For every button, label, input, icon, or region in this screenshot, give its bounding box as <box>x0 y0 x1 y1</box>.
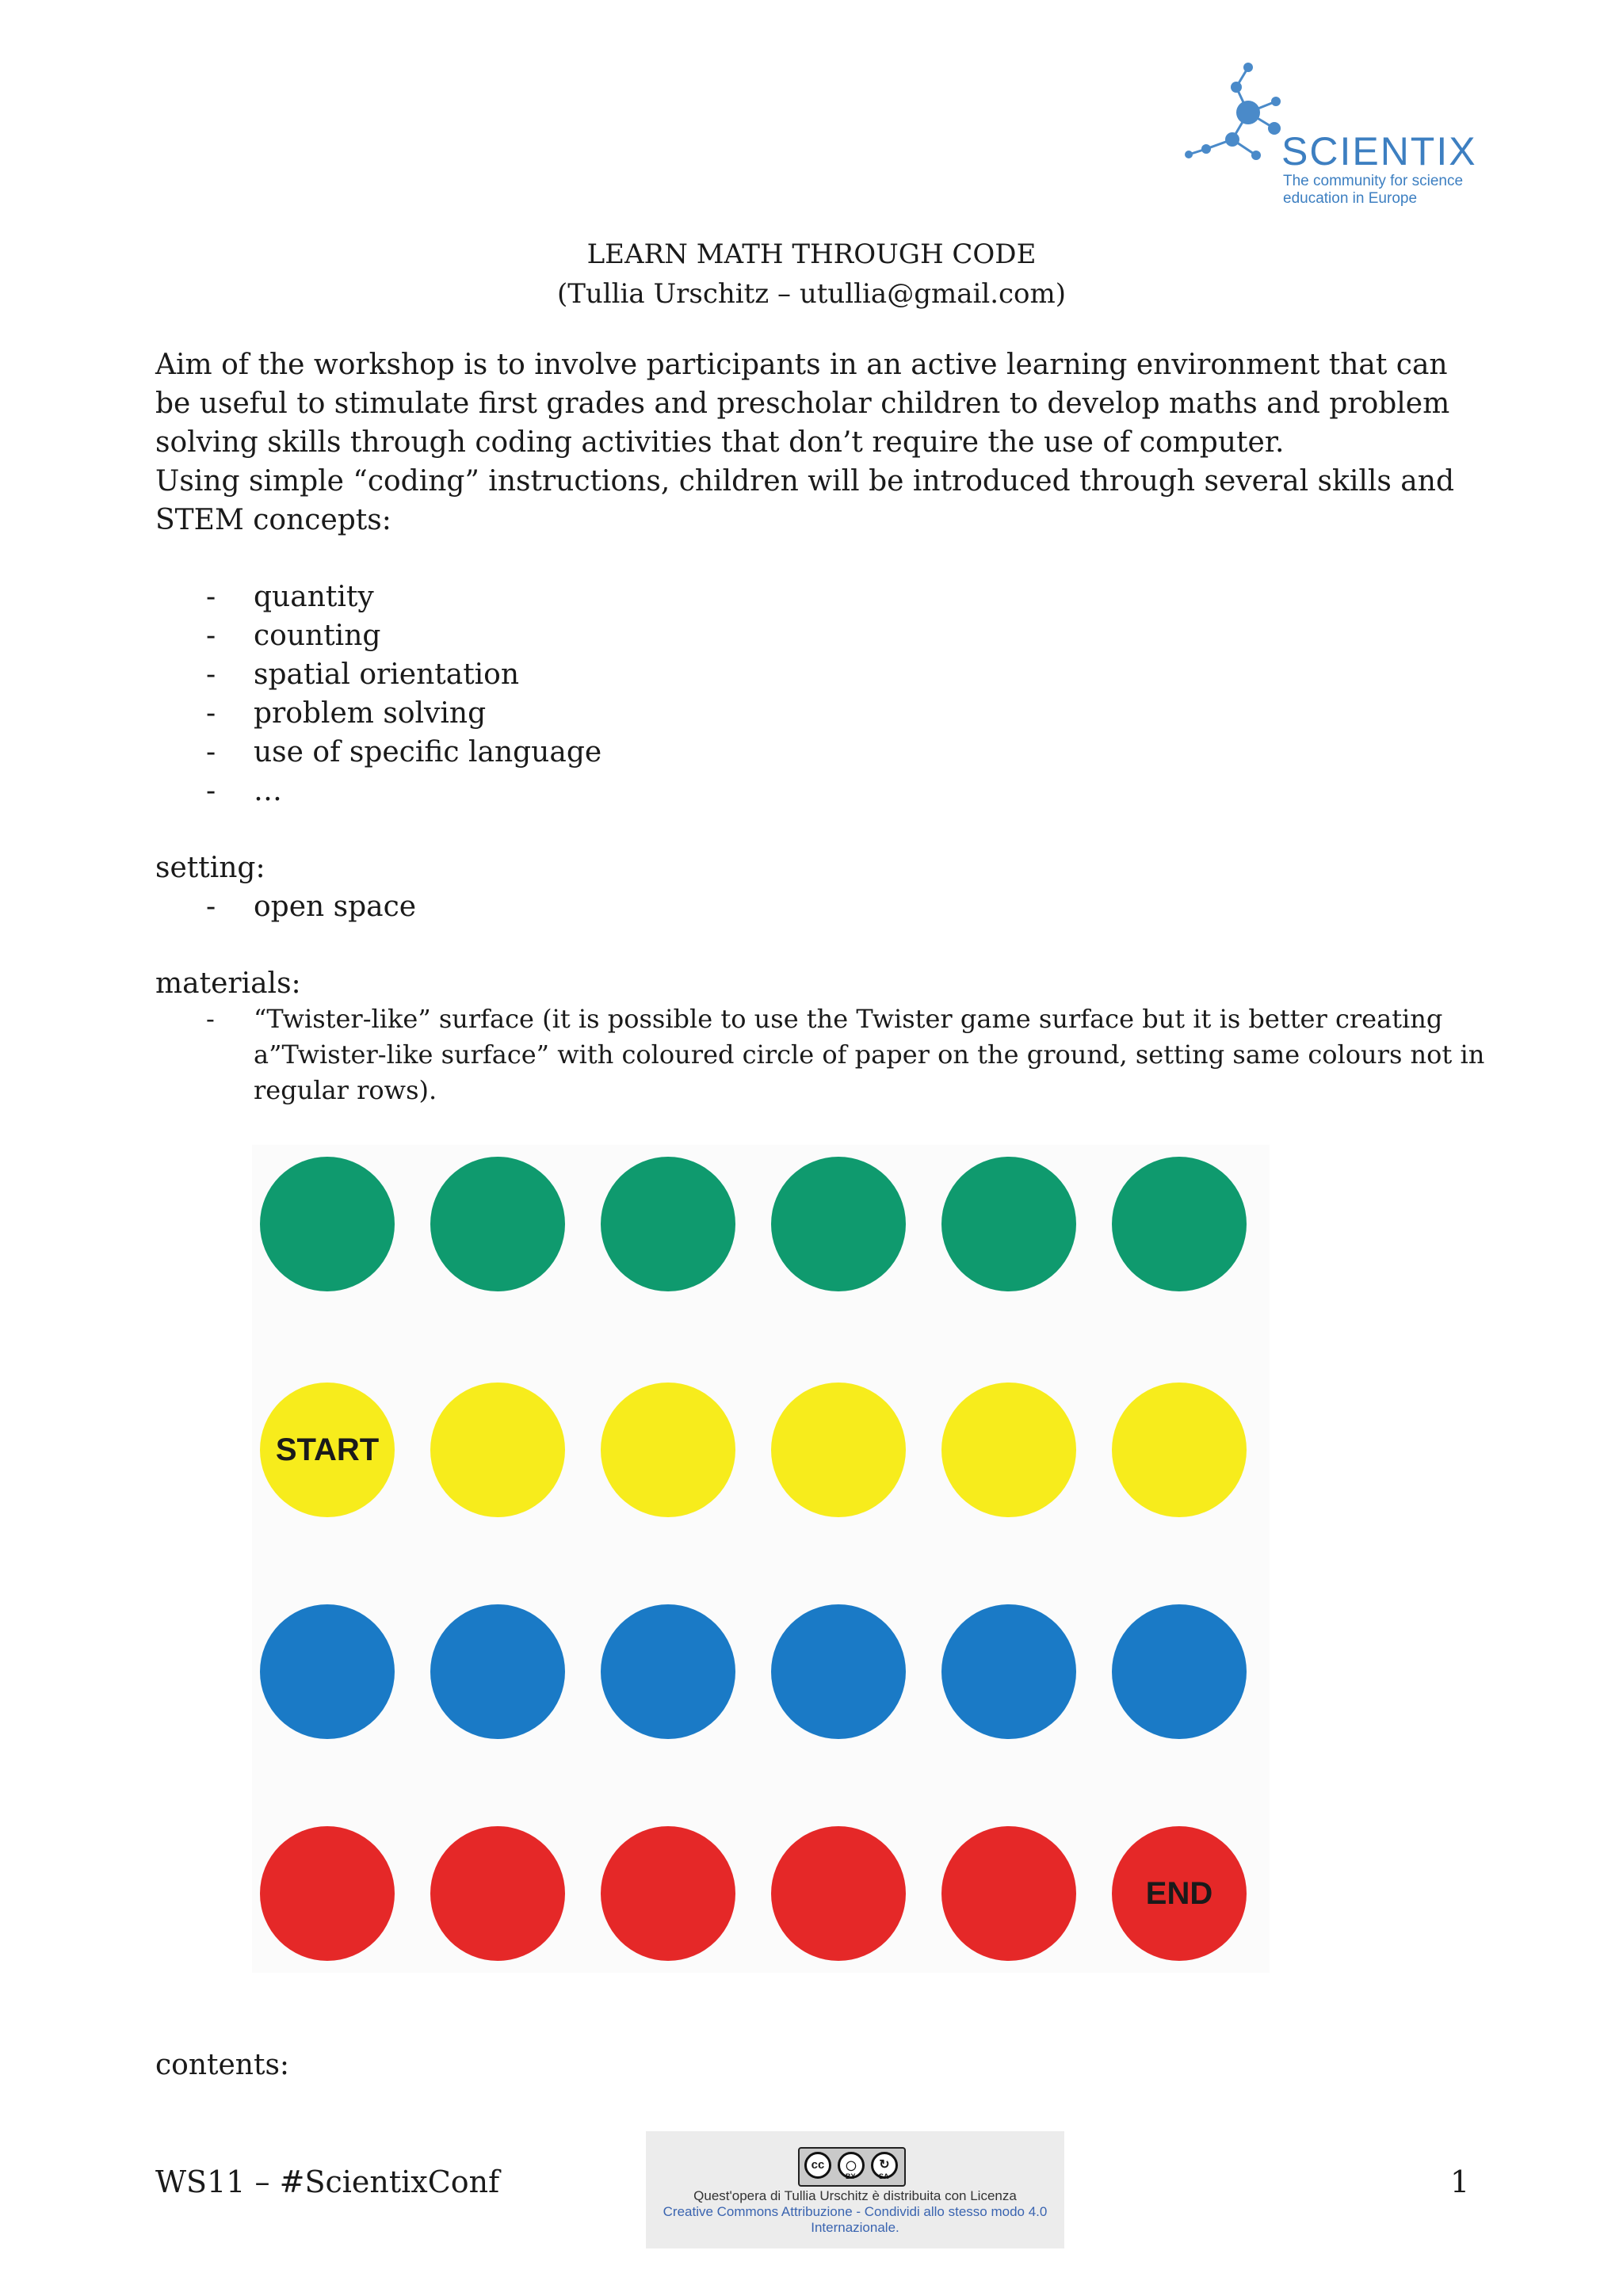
cc-icon: cc <box>804 2152 831 2179</box>
list-item: - use of specific language <box>155 733 601 772</box>
license-text: Quest'opera di Tullia Urschitz è distribuita con Licenza <box>693 2188 1017 2203</box>
board-dot <box>771 1383 906 1517</box>
license-link[interactable]: Creative Commons Attribuzione - Condividi allo stesso modo 4.0 Internazionale. <box>663 2204 1048 2235</box>
contents-heading: contents: <box>155 2049 290 2081</box>
list-item: - … <box>155 772 601 810</box>
share-alike-icon: ↻ <box>871 2152 898 2179</box>
intro-paragraph-aim: Aim of the workshop is to involve participants in an active learning environment that can be useful to stimulate first grades and prescholar children to develop maths and problem solving skills through coding activities that don’t require the use of computer. <box>155 349 1450 459</box>
author-line: (Tullia Urschitz – utullia@gmail.com) <box>556 278 1067 310</box>
board-dot <box>941 1157 1076 1291</box>
list-item: - quantity <box>155 578 601 616</box>
board-dot <box>601 1604 735 1739</box>
list-item: - counting <box>155 616 601 655</box>
by-label: BY <box>846 2172 856 2180</box>
setting-heading: setting: <box>155 852 265 884</box>
attribution-icon: ◯ <box>838 2152 865 2179</box>
intro-paragraph-concepts: Using simple “coding” instructions, children will be introduced through several skills and STEM concepts: <box>155 465 1454 536</box>
board-dot <box>601 1157 735 1291</box>
board-dot <box>260 1157 395 1291</box>
board-dot <box>771 1826 906 1961</box>
page-number: 1 <box>1450 2164 1470 2199</box>
board-dot <box>430 1157 565 1291</box>
board-dot <box>941 1383 1076 1517</box>
list-item: - “Twister-like” surface (it is possible to use the Twister game surface but it is better creating a”Twister-like surface” with coloured circle of paper on the ground, setting same colours not in regular rows). <box>155 1001 1487 1108</box>
setting-list <box>155 887 416 926</box>
creative-commons-badge <box>798 2147 906 2187</box>
document-title <box>0 235 1623 314</box>
board-dot <box>430 1604 565 1739</box>
list-item: - problem solving <box>155 694 601 733</box>
list-item: - open space <box>155 887 416 926</box>
board-dot <box>601 1826 735 1961</box>
board-dot <box>601 1383 735 1517</box>
molecule-icon <box>1173 55 1292 174</box>
logo-tagline: The community for science education in Europe <box>1283 173 1464 207</box>
board-dot <box>260 1826 395 1961</box>
title-line: LEARN MATH THROUGH CODE <box>586 238 1037 270</box>
board-dot <box>1112 1157 1247 1291</box>
board-dot <box>430 1383 565 1517</box>
concepts-list <box>155 578 601 810</box>
dot-end: END <box>1112 1826 1247 1961</box>
materials-list <box>155 1001 1487 1108</box>
list-item: - spatial orientation <box>155 655 601 694</box>
board-dot <box>771 1604 906 1739</box>
license-box <box>646 2131 1064 2248</box>
board-dot <box>260 1604 395 1739</box>
twister-board-image <box>252 1145 1270 1973</box>
board-dot <box>430 1826 565 1961</box>
materials-heading: materials: <box>155 967 301 1000</box>
board-dot <box>1112 1383 1247 1517</box>
scientix-logo <box>1173 55 1506 214</box>
dot-start: START <box>260 1383 395 1517</box>
intro-text <box>155 345 1487 540</box>
sa-label: SA <box>879 2172 889 2180</box>
board-dot <box>771 1157 906 1291</box>
board-dot <box>1112 1604 1247 1739</box>
board-dot <box>941 1604 1076 1739</box>
footer-workshop-label: WS11 – #ScientixConf <box>155 2164 500 2199</box>
logo-wordmark: SCIENTIX <box>1281 129 1477 174</box>
board-dot <box>941 1826 1076 1961</box>
